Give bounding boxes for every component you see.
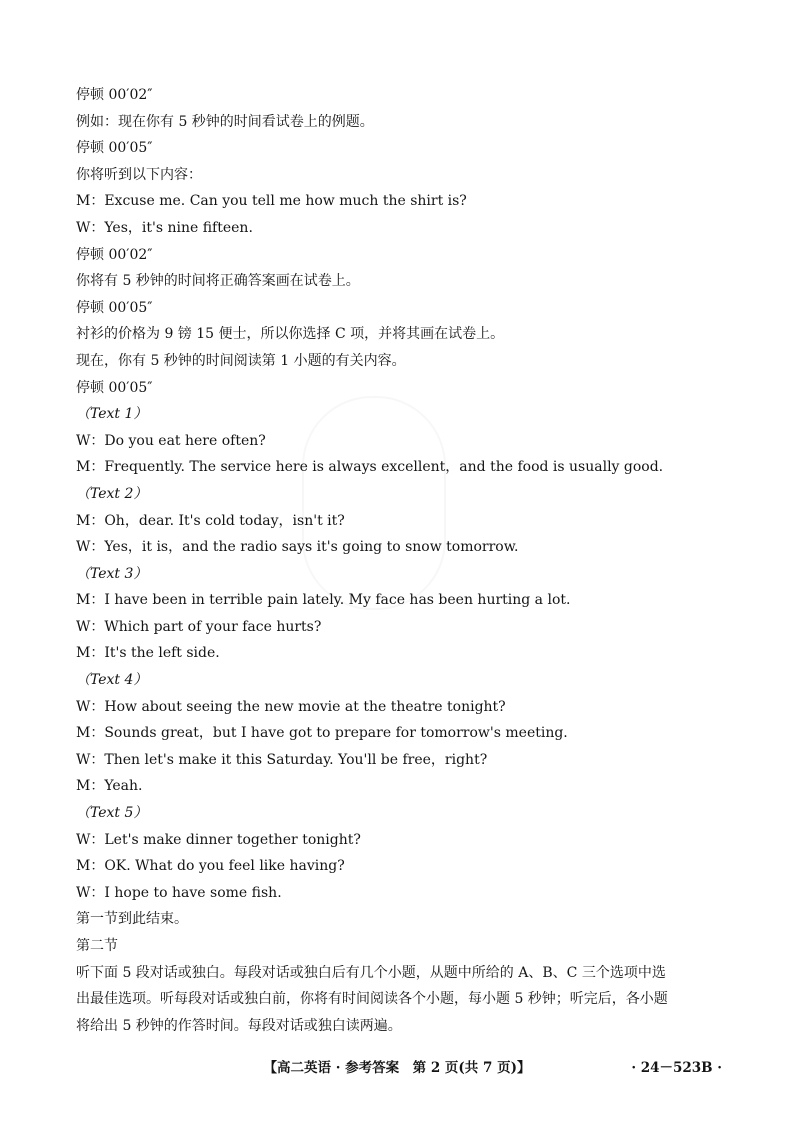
text-line: M：Sounds great，but I have got to prepare for tomorrow's meeting.	[76, 725, 568, 742]
text-line: M：Oh，dear. It's cold today，isn't it?	[76, 512, 345, 529]
text-line: 出最佳选项。听每段对话或独白前，你将有时间阅读各个小题，每小题 5 秒钟；听完后，各小题	[76, 991, 668, 1008]
text-line: 听下面 5 段对话或独白。每段对话或独白后有几个小题，从题中所给的 A、B、C 三个选项中选	[76, 964, 666, 981]
transcript-body	[76, 82, 726, 1039]
text-line: M：Frequently. The service here is always excellent，and the food is usually good.	[76, 459, 664, 476]
text-line: M：OK. What do you feel like having?	[76, 858, 345, 875]
text-line: W：Then let's make it this Saturday. You'll be free，right?	[76, 751, 488, 768]
text-line: M：It's the left side.	[76, 645, 220, 662]
text-line: 停顿 00′02″	[76, 246, 153, 263]
text-line: W：Which part of your face hurts?	[76, 618, 322, 635]
footer-page-label: 【高二英语 · 参考答案 第 2 页(共 7 页)】	[263, 1060, 531, 1076]
text-line: W：Yes，it is，and the radio says it's going to snow tomorrow.	[76, 539, 519, 556]
text-line: M：I have been in terrible pain lately. My face has been hurting a lot.	[76, 592, 571, 609]
text-line: W：Do you eat here often?	[76, 432, 266, 449]
text-line: 停顿 00′05″	[76, 379, 153, 396]
text-line: （Text 1）	[76, 406, 148, 423]
text-line: W：Yes，it's nine fifteen.	[76, 219, 253, 236]
text-line: 你将有 5 秒钟的时间将正确答案画在试卷上。	[76, 273, 360, 290]
text-line: M：Excuse me. Can you tell me how much the shirt is?	[76, 193, 467, 210]
text-line: 停顿 00′05″	[76, 140, 153, 157]
text-line: （Text 3）	[76, 565, 148, 582]
text-line: 将给出 5 秒钟的作答时间。每段对话或独白读两遍。	[76, 1017, 402, 1034]
text-line: 你将听到以下内容：	[76, 166, 202, 183]
text-line: W：I hope to have some fish.	[76, 884, 282, 901]
footer-doc-code: · 24－523B ·	[631, 1060, 722, 1076]
text-line: （Text 4）	[76, 672, 148, 689]
text-line: 第一节到此结束。	[76, 911, 188, 928]
text-line: M：Yeah.	[76, 778, 143, 795]
page-footer	[0, 1056, 794, 1082]
text-line: 现在，你有 5 秒钟的时间阅读第 1 小题的有关内容。	[76, 352, 406, 369]
text-line: 停顿 00′02″	[76, 87, 153, 103]
text-line: 第二节	[76, 938, 118, 954]
text-line: 衬衫的价格为 9 镑 15 便士，所以你选择 C 项，并将其画在试卷上。	[76, 326, 505, 343]
text-line: 停顿 00′05″	[76, 299, 153, 316]
text-line: W：How about seeing the new movie at the theatre tonight?	[76, 698, 506, 715]
text-line: （Text 5）	[76, 805, 148, 822]
text-line: 例如：现在你有 5 秒钟的时间看试卷上的例题。	[76, 113, 374, 130]
text-line: W：Let's make dinner together tonight?	[76, 831, 361, 848]
text-line: （Text 2）	[76, 485, 148, 502]
